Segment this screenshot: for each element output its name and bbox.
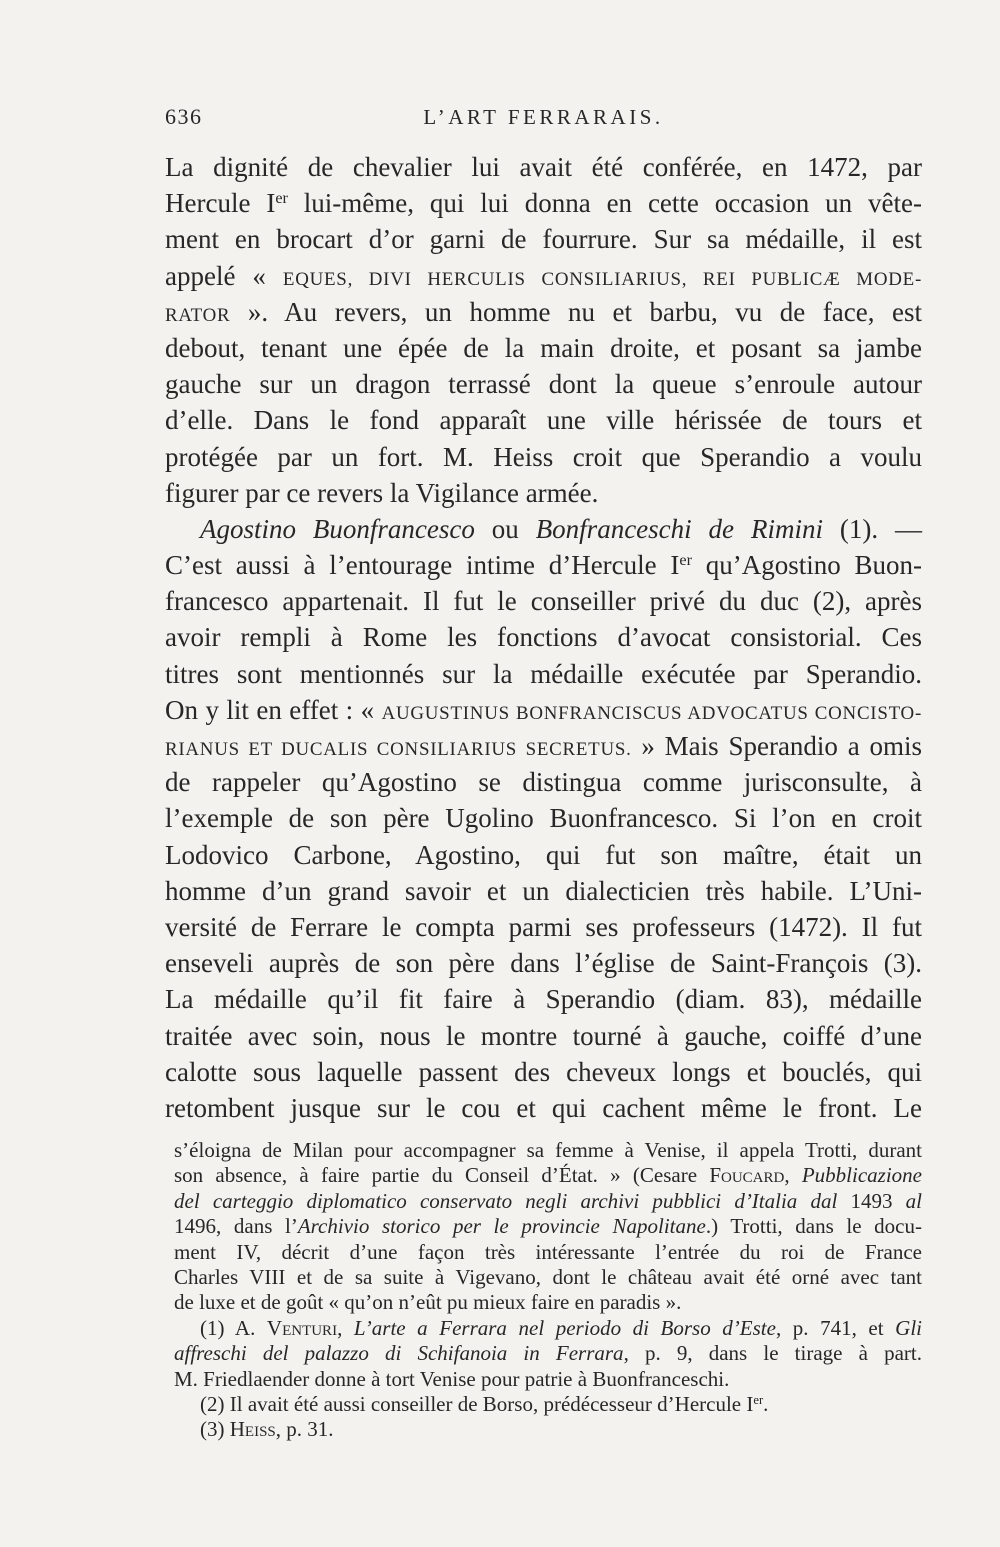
small-caps-author: Foucard (709, 1163, 785, 1188)
small-caps-inscription: EQUES, DIVI HERCULIS CONSILIARIUS, REI PUBLICÆ MODE- (282, 268, 922, 290)
body-line-6: debout, tenant une épée de la main droite, et posant sa jambe (165, 332, 922, 363)
footnote-1-cont (174, 1341, 922, 1366)
footnote-line-3 (174, 1189, 922, 1214)
text: (1). — (822, 513, 922, 544)
body-line-19: l’exemple de son père Ugolino Buonfrancesco. Si l’on en croit (165, 803, 922, 834)
body-line-7: gauche sur un dragon terrassé dont la queue s’enroule autour (165, 369, 922, 400)
small-caps-author: Venturi (266, 1315, 338, 1340)
body-line-21: homme d’un grand savoir et un dialecticien très habile. L’Uni- (165, 875, 922, 906)
small-caps-inscription: RATOR (165, 304, 231, 326)
footnote-line-1: s’éloigna de Milan pour accompagner sa femme à Venise, il appela Trotti, durant (174, 1138, 922, 1162)
text: (1) A. (200, 1315, 267, 1340)
text: On y lit en effet : « (165, 694, 382, 725)
footnote-3 (174, 1417, 922, 1442)
italic-title: Gli (895, 1315, 923, 1340)
main-text (165, 149, 922, 1126)
body-line-4 (165, 258, 922, 294)
body-line-9: protégée par un fort. M. Heiss croit que Sperandio a voulu (165, 441, 922, 472)
body-line-10: figurer par ce revers la Vigilance armée. (165, 477, 599, 508)
footnote-line-2 (174, 1163, 922, 1188)
body-line-11 (165, 511, 922, 547)
body-line-17 (165, 728, 922, 764)
italic-title: al (905, 1188, 922, 1213)
text: Hercule I (165, 188, 276, 219)
footnote-1 (174, 1316, 922, 1341)
running-header (165, 104, 922, 130)
footnote-line-7: de luxe et de goût « qu’on n’eût pu mieux faire en paradis ». (174, 1290, 682, 1315)
text: , p. 9, dans le tirage à part. (623, 1341, 922, 1366)
body-line-14: avoir rempli à Rome les fonctions d’avocat consistorial. Ces (165, 622, 922, 653)
italic-title: Pubblicazione (801, 1163, 922, 1188)
small-caps-author: Heiss (229, 1417, 276, 1442)
footnote-line-6: Charles VIII et de sa suite à Vigevano, dont le château avait été orné avec tant (174, 1264, 922, 1289)
text: . (763, 1391, 769, 1416)
superscript: er (275, 189, 288, 208)
text: ou (474, 513, 536, 544)
italic-title: Archivio storico per le provincie Napolitane (297, 1214, 706, 1239)
body-line-23: enseveli auprès de son père dans l’église de Saint-François (3). (165, 948, 922, 979)
running-title: L’ART FERRARAIS. (423, 105, 664, 129)
text: , (784, 1163, 802, 1188)
body-line-3: ment en brocart d’or garni de fourrure. Sur sa médaille, il est (165, 224, 922, 255)
body-line-24: La médaille qu’il fit faire à Sperandio (diam. 83), médaille (165, 984, 922, 1015)
body-line-18: de rappeler qu’Agostino se distingua comme jurisconsulte, à (165, 767, 922, 798)
body-line-20: Lodovico Carbone, Agostino, qui fut son maître, était un (165, 839, 922, 870)
small-caps-inscription: RIANUS ET DUCALIS CONSILIARIUS SECRETUS. (165, 739, 632, 760)
text: appelé « (165, 260, 283, 291)
text: 1496, dans l’ (174, 1214, 298, 1239)
footnote-2 (174, 1392, 922, 1417)
italic-title: del carteggio diplomatico conservato negli archivi pubblici d’Italia dal (174, 1188, 838, 1213)
text: (3) (200, 1417, 230, 1442)
footnote-line-5: ment IV, décrit d’une façon très intéressante l’entrée du roi de France (174, 1239, 922, 1264)
body-line-25: traitée avec soin, nous le montre tourné à gauche, coiffé d’une (165, 1020, 922, 1051)
superscript: er (753, 1392, 764, 1407)
footnote-line-4 (174, 1214, 922, 1239)
body-line-22: versité de Ferrare le compta parmi ses professeurs (1472). Il fut (165, 911, 922, 942)
text: , p. 741, et (775, 1315, 896, 1340)
body-line-8: d’elle. Dans le fond apparaît une ville hérissée de tours et (165, 405, 922, 436)
text: .) Trotti, dans le docu- (705, 1214, 922, 1239)
italic-title: L’arte a Ferrara nel periodo di Borso d’Este (353, 1315, 776, 1340)
footnote-1-end: M. Friedlaender donne à tort Venise pour patrie à Buonfranceschi. (174, 1366, 730, 1391)
italic-title: affreschi del palazzo di Schifanoia in Ferrara (174, 1341, 624, 1366)
text: son absence, à faire partie du Conseil d’État. » (Cesare (174, 1163, 710, 1188)
body-line-1: La dignité de chevalier lui avait été conférée, en 1472, par (165, 152, 922, 182)
body-line-26: calotte sous laquelle passent des cheveux longs et bouclés, qui (165, 1056, 922, 1087)
text: qu’Agostino Buon- (691, 550, 922, 581)
text: 1493 (837, 1188, 906, 1213)
italic-name: Agostino Buonfrancesco (200, 513, 475, 544)
body-line-13: francesco appartenait. Il fut le conseiller privé du duc (2), après (165, 586, 922, 617)
body-line-12 (165, 547, 922, 583)
body-line-5 (165, 294, 922, 330)
text: ». Au revers, un homme nu et barbu, vu de face, est (230, 296, 922, 327)
text: lui-même, qui lui donna en cette occasion un vête- (287, 188, 922, 219)
superscript: er (679, 551, 692, 570)
text: (2) Il avait été aussi conseiller de Borso, prédécesseur d’Hercule I (200, 1391, 754, 1416)
body-line-2 (165, 185, 922, 221)
text: , (337, 1315, 354, 1340)
body-line-16 (165, 692, 922, 728)
small-caps-inscription: AUGUSTINUS BONFRANCISCUS ADVOCATUS CONCISTO- (381, 702, 923, 724)
text: , p. 31. (275, 1417, 334, 1442)
body-line-27: retombent jusque sur le cou et qui cachent même le front. Le (165, 1092, 922, 1123)
page-number: 636 (165, 104, 203, 129)
body-line-15: titres sont mentionnés sur la médaille exécutée par Sperandio. (165, 658, 922, 689)
text: » Mais Sperandio a omis (631, 731, 922, 761)
footnotes (174, 1138, 922, 1443)
italic-name: Bonfranceschi de Rimini (535, 513, 823, 544)
text: C’est aussi à l’entourage intime d’Hercule I (165, 550, 680, 581)
